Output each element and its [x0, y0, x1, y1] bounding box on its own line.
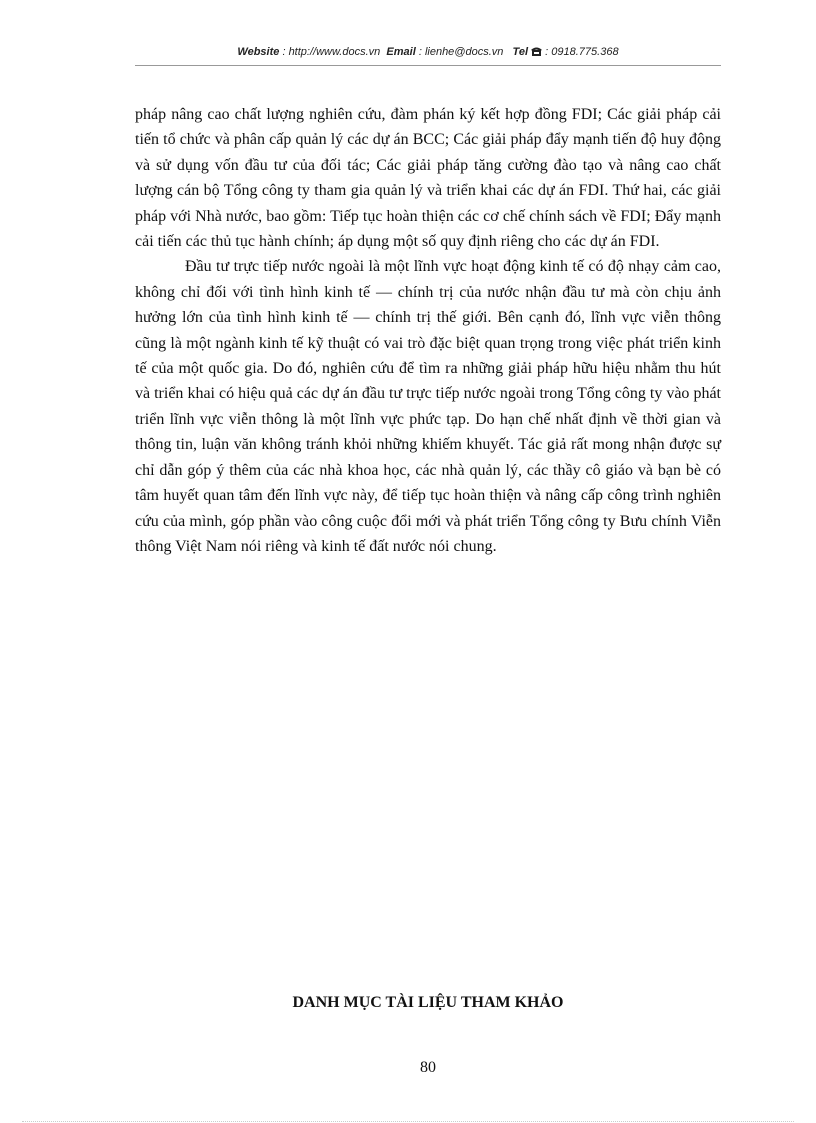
body-text	[135, 102, 721, 559]
tel-number[interactable]: : 0918.775.368	[545, 46, 619, 58]
website-label: Website	[237, 46, 280, 58]
paragraph-conclusion: Đầu tư trực tiếp nước ngoài là một lĩnh vực hoạt động kinh tế có độ nhạy cảm cao, không chỉ đối với tình hình kinh tế — chính trị của nước nhận đầu tư mà còn chịu ảnh hưởng lớn của tình hình kinh tế — chính trị thế giới. Bên cạnh đó, lĩnh vực viễn thông cũng là một ngành kinh tế kỹ thuật có vai trò đặc biệt quan trọng trong việc phát triển kinh tế của một quốc gia. Do đó, nghiên cứu để tìm ra những giải pháp hữu hiệu nhằm thu hút và triển khai có hiệu quả các dự án đầu tư trực tiếp nước ngoài trong Tổng công ty vào phát triển lĩnh vực viễn thông là một lĩnh vực phức tạp. Do hạn chế nhất định về thời gian và thông tin, luận văn không tránh khỏi những khiếm khuyết. Tác giả rất mong nhận được sự chỉ dẫn góp ý thêm của các nhà khoa học, các nhà quản lý, các thầy cô giáo và bạn bè có tâm huyết quan tâm đến lĩnh vực này, để tiếp tục hoàn thiện và nâng cấp công trình nghiên cứu của mình, góp phần vào công cuộc đổi mới và phát triển Tổng công ty Bưu chính Viễn thông Việt Nam nói riêng và kinh tế đất nước nói chung.	[135, 258, 721, 555]
tel-label: Tel	[512, 46, 529, 58]
website-url[interactable]: : http://www.docs.vn	[282, 46, 381, 58]
paragraph-continuation: pháp nâng cao chất lượng nghiên cứu, đàm phán ký kết hợp đồng FDI; Các giải pháp cải tiến tổ chức và phân cấp quản lý các dự án BCC; Các giải pháp đẩy mạnh tiến độ huy động và sử dụng vốn đầu tư của đối tác; Các giải pháp tăng cường đào tạo và nâng cao chất lượng cán bộ Tổng công ty tham gia quản lý và triển khai các dự án FDI. Thứ hai, các giải pháp với Nhà nước, bao gồm: Tiếp tục hoàn thiện các cơ chế chính sách về FDI; Đẩy mạnh cải tiến các thủ tục hành chính; áp dụng một số quy định riêng cho các dự án FDI.	[135, 106, 721, 251]
page-header	[135, 46, 721, 58]
phone-icon	[531, 46, 545, 58]
page-number: 80	[420, 1059, 436, 1076]
email-address[interactable]: : lienhe@docs.vn	[418, 46, 504, 58]
page-bottom-divider	[22, 1121, 794, 1122]
header-divider	[135, 65, 721, 66]
email-label: Email	[386, 46, 416, 58]
section-heading: DANH MỤC TÀI LIỆU THAM KHẢO	[292, 994, 564, 1011]
